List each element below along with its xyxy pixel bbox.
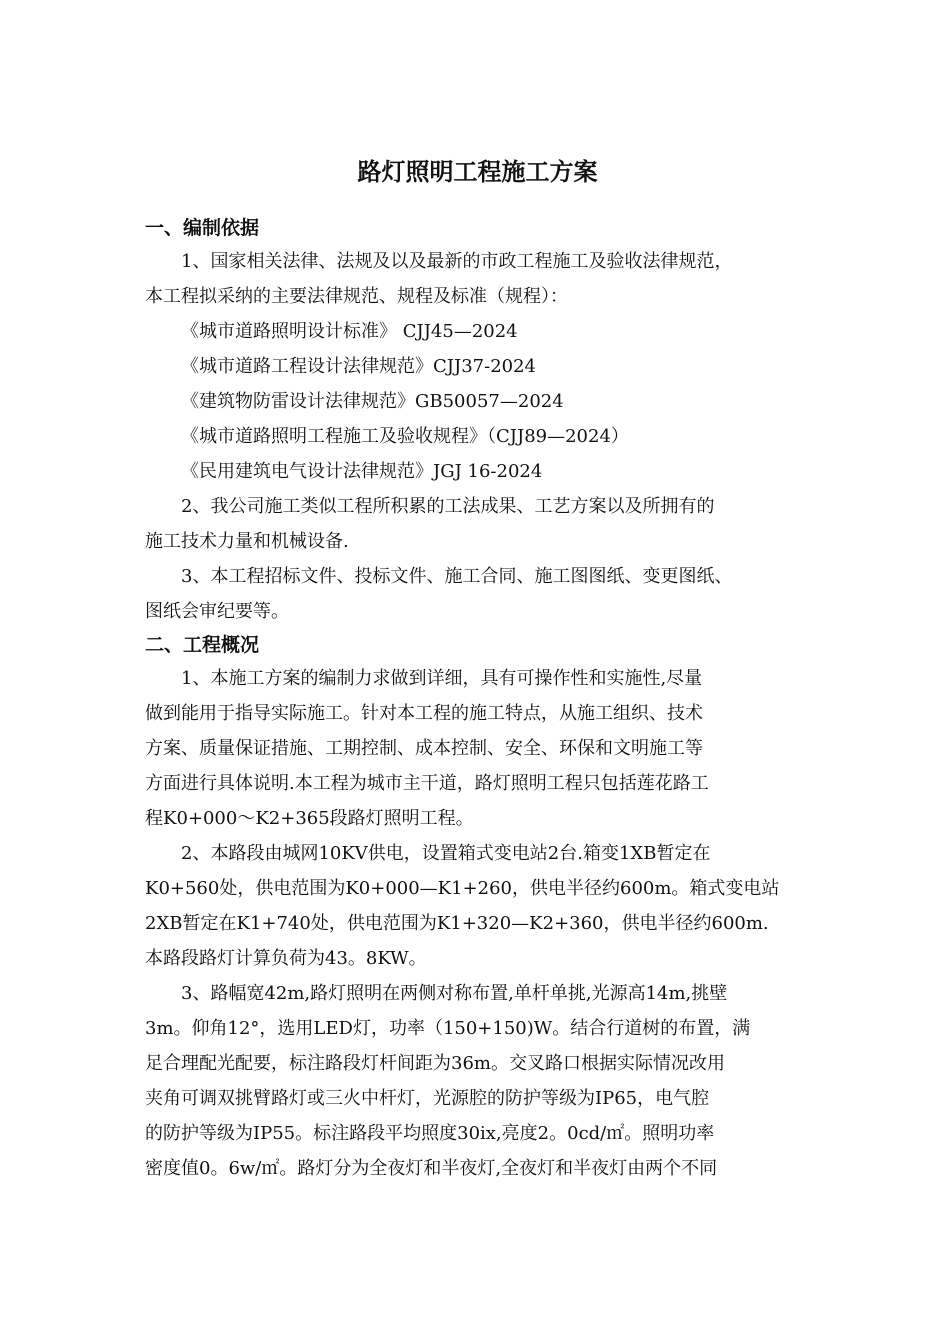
paragraph-line: K0+560处，供电范围为K0+000—K1+260，供电半径约600m。箱式变电站 [145,878,780,899]
basis-paragraph-3 [145,559,810,629]
paragraph-line: 程K0+000～K2+365段路灯照明工程。 [145,808,474,829]
overview-paragraph-2 [145,836,810,976]
standard-item: 《城市道路照明工程施工及验收规程》（CJJ89—2024） [181,426,629,447]
document-page [145,150,810,1186]
paragraph-line: 3、本工程招标文件、投标文件、施工合同、施工图图纸、变更图纸、 [181,566,733,587]
paragraph-line: 密度值0。6w/㎡。路灯分为全夜灯和半夜灯,全夜灯和半夜灯由两个不同 [145,1158,718,1179]
paragraph-line: 2、我公司施工类似工程所积累的工法成果、工艺方案以及所拥有的 [181,496,715,517]
document-title: 路灯照明工程施工方案 [357,158,598,186]
section-heading-overview: 二、工程概况 [145,634,260,656]
paragraph-line: 本工程拟采纳的主要法律规范、规程及标准（规程）： [145,286,568,307]
overview-paragraph-1 [145,661,810,836]
paragraph-line: 方案、质量保证措施、工期控制、成本控制、安全、环保和文明施工等 [145,738,703,759]
paragraph-line: 3m。仰角12°，选用LED灯，功率（150+150)W。结合行道树的布置，满 [145,1018,751,1039]
paragraph-line: 施工技术力量和机械设备. [145,531,349,552]
section-heading-basis: 一、编制依据 [145,217,260,239]
basis-paragraph-1 [145,244,810,314]
standard-item: 《建筑物防雷设计法律规范》GB50057—2024 [181,391,564,412]
paragraph-line: 2XB暂定在K1+740处，供电范围为K1+320—K2+360，供电半径约600m. [145,913,769,934]
paragraph-line: 2、本路段由城网10KV供电，设置箱式变电站2台.箱变1XB暂定在 [181,843,711,864]
paragraph-line: 1、国家相关法律、法规及以及最新的市政工程施工及验收法律规范， [181,251,733,272]
paragraph-line: 方面进行具体说明.本工程为城市主干道，路灯照明工程只包括莲花路工 [145,773,709,794]
paragraph-line: 1、本施工方案的编制力求做到详细，具有可操作性和实施性,尽量 [181,668,703,689]
paragraph-line: 的防护等级为IP55。标注路段平均照度30ix,亮度2。0cd/㎡。照明功率 [145,1123,715,1144]
paragraph-line: 图纸会审纪要等。 [145,601,289,622]
standard-item: 《民用建筑电气设计法律规范》JGJ 16-2024 [181,461,543,482]
paragraph-line: 本路段路灯计算负荷为43。8KW。 [145,948,427,969]
paragraph-line: 3、路幅宽42m,路灯照明在两侧对称布置,单杆单挑,光源高14m,挑壁 [181,983,728,1004]
standard-item: 《城市道路工程设计法律规范》CJJ37-2024 [181,356,536,377]
standard-item: 《城市道路照明设计标准》 CJJ45—2024 [181,321,518,342]
paragraph-line: 夹角可调双挑臂路灯或三火中杆灯，光源腔的防护等级为IP65，电气腔 [145,1088,710,1109]
basis-paragraph-2 [145,489,810,559]
paragraph-line: 足合理配光配要，标注路段灯杆间距为36m。交叉路口根据实际情况改用 [145,1053,725,1074]
paragraph-line: 做到能用于指导实际施工。针对本工程的施工特点，从施工组织、技术 [145,703,703,724]
overview-paragraph-3 [145,976,810,1186]
